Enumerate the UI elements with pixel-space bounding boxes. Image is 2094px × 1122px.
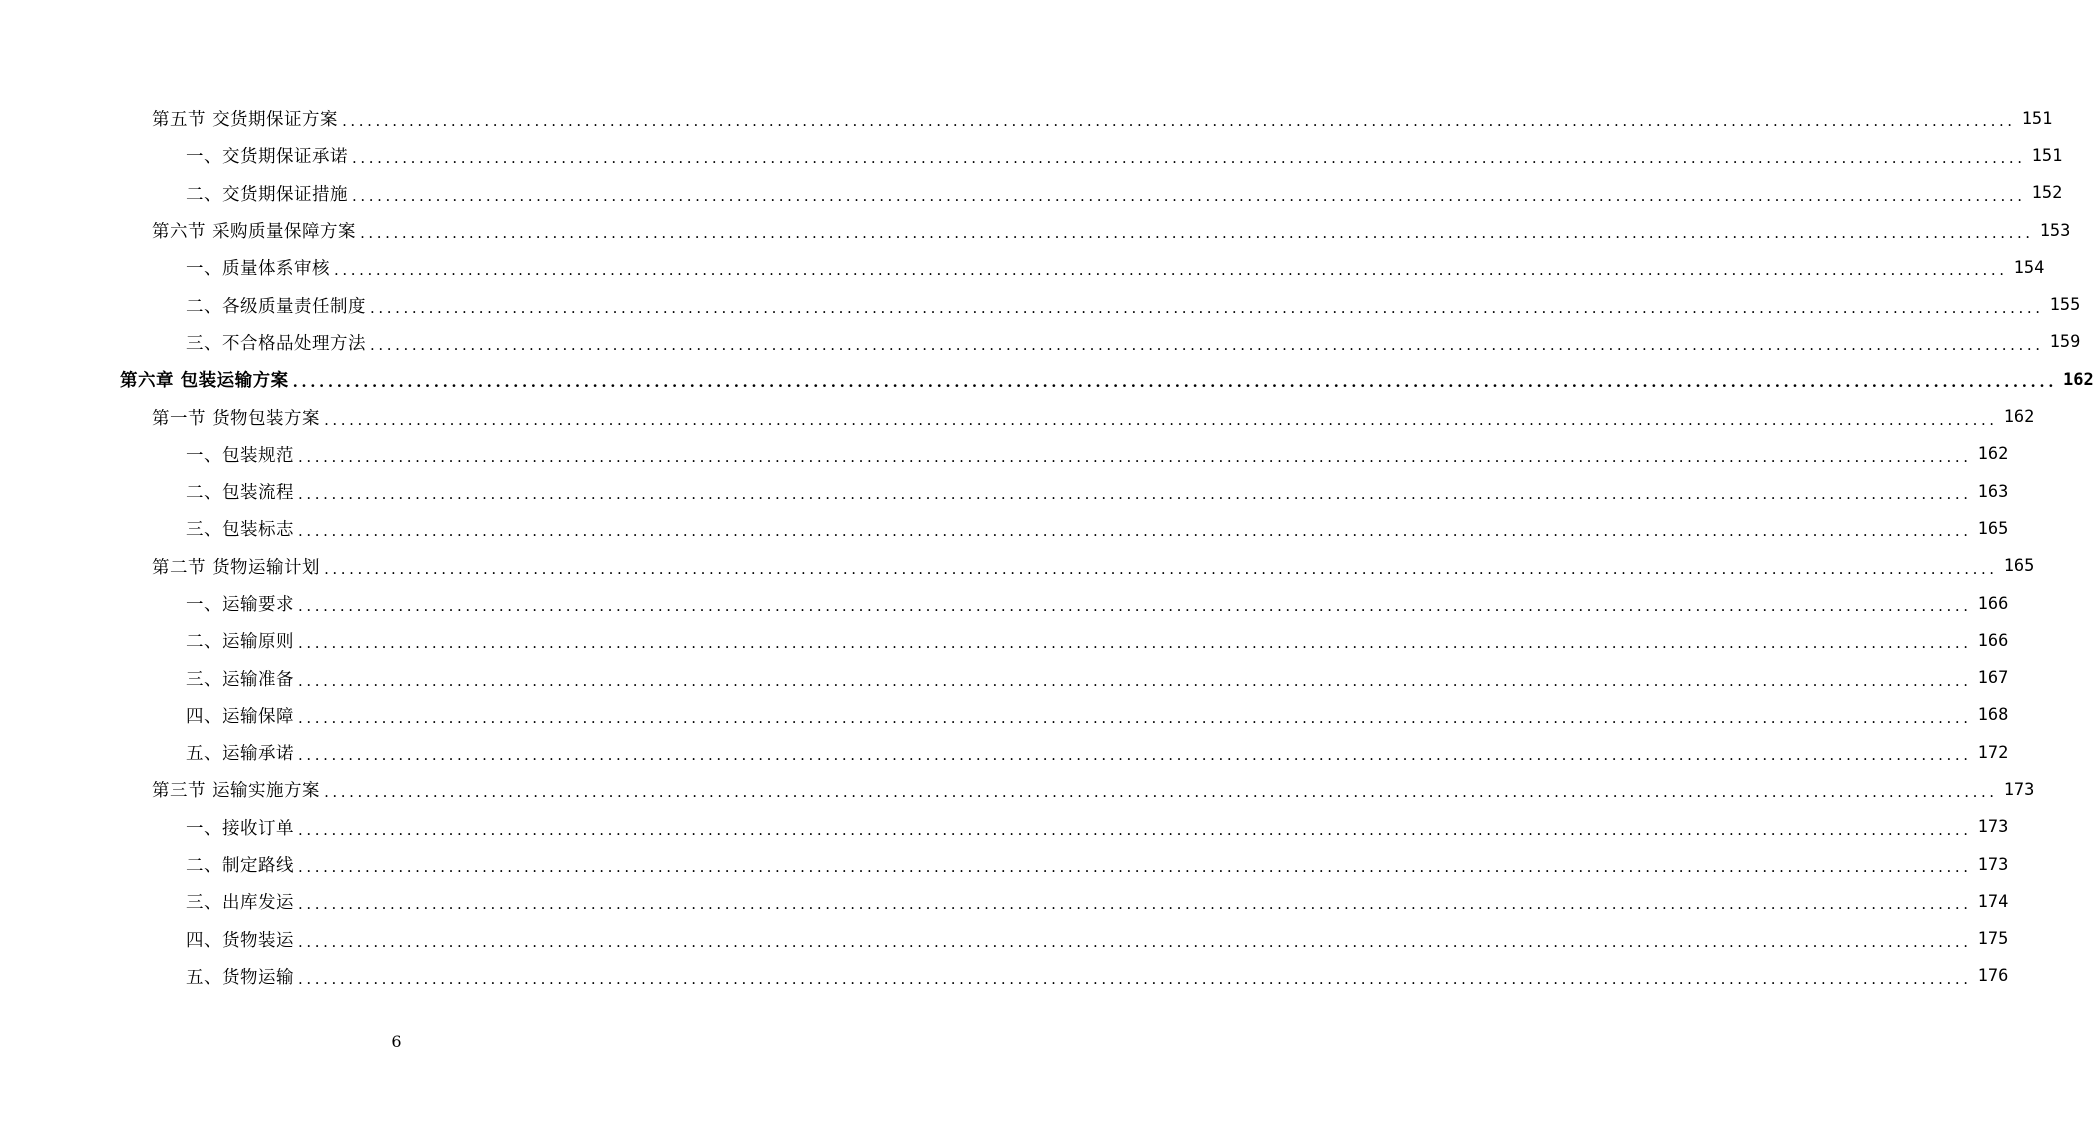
toc-entry-title: 三、不合格品处理方法 [186, 333, 366, 354]
toc-leader-dots: ........................................................................................................................................................................................................ [342, 112, 2016, 131]
toc-entry-page: 173 [1977, 817, 2009, 838]
toc-leader-dots: ........................................................................................................................................................................................................ [298, 932, 1972, 951]
toc-leader-dots: ........................................................................................................................................................................................................ [360, 224, 2034, 243]
toc-subsection-entry[interactable] [0, 697, 2009, 734]
toc-entry-page: 153 [2039, 220, 2071, 241]
toc-entry-title: 第一节 货物包装方案 [152, 408, 321, 429]
toc-leader-dots: ........................................................................................................................................................................................................ [292, 373, 2058, 392]
toc-entry-page: 162 [2003, 407, 2035, 428]
page-number: 6 [391, 1032, 402, 1051]
toc-subsection-entry[interactable] [0, 175, 2063, 212]
toc-section-entry[interactable] [0, 100, 2053, 137]
toc-subsection-entry[interactable] [0, 436, 2009, 473]
toc-subsection-entry[interactable] [0, 585, 2009, 622]
toc-subsection-entry[interactable] [0, 249, 2045, 286]
toc-entry-title: 三、包装标志 [186, 520, 294, 541]
toc-leader-dots: ........................................................................................................................................................................................................ [324, 783, 1998, 802]
toc-entry-title: 第三节 运输实施方案 [152, 781, 321, 802]
toc-entry-title: 三、出库发运 [186, 893, 294, 914]
toc-entry-page: 168 [1977, 705, 2009, 726]
toc-entry-title: 二、包装流程 [186, 483, 294, 504]
toc-subsection-entry[interactable] [0, 809, 2009, 846]
toc-entry-title: 第六节 采购质量保障方案 [152, 222, 357, 243]
toc-leader-dots: ........................................................................................................................................................................................................ [334, 261, 2008, 280]
toc-entry-page: 166 [1977, 630, 2009, 651]
toc-entry-page: 159 [2049, 332, 2081, 353]
toc-subsection-entry[interactable] [0, 510, 2009, 547]
toc-entry-page: 174 [1977, 891, 2009, 912]
toc-entry-page: 162 [2063, 369, 2094, 390]
toc-entry-title: 第二节 货物运输计划 [152, 557, 321, 578]
toc-leader-dots: ........................................................................................................................................................................................................ [298, 969, 1972, 988]
toc-entry-title: 二、交货期保证措施 [186, 184, 348, 205]
toc-entry-page: 154 [2013, 257, 2045, 278]
toc-leader-dots: ........................................................................................................................................................................................................ [298, 708, 1972, 727]
toc-leader-dots: ........................................................................................................................................................................................................ [298, 597, 1972, 615]
toc-entry-title: 二、运输原则 [186, 632, 294, 653]
toc-subsection-entry[interactable] [0, 473, 2009, 510]
toc-entry-page: 165 [2003, 556, 2035, 577]
toc-subsection-entry[interactable] [0, 734, 2009, 771]
toc-entry-page: 166 [1977, 593, 2009, 614]
toc-leader-dots: ........................................................................................................................................................................................................ [298, 522, 1972, 541]
toc-leader-dots: ........................................................................................................................................................................................................ [298, 485, 1972, 504]
toc-entry-title: 四、运输保障 [186, 706, 294, 727]
toc-leader-dots: ........................................................................................................................................................................................................ [324, 559, 1998, 578]
toc-entry-page: 163 [1977, 481, 2009, 502]
toc-entry-title: 一、质量体系审核 [186, 259, 330, 280]
toc-entry-title: 四、货物装运 [186, 930, 294, 951]
toc-entry-page: 162 [1977, 444, 2009, 465]
toc-leader-dots: ........................................................................................................................................................................................................ [298, 820, 1972, 839]
toc-section-entry[interactable] [0, 398, 2035, 435]
toc-entry-title: 第六章 包装运输方案 [120, 371, 289, 392]
toc-entry-page: 151 [2021, 108, 2053, 129]
toc-chapter-entry[interactable] [0, 361, 2094, 398]
toc-entry-title: 第五节 交货期保证方案 [152, 110, 339, 131]
toc-leader-dots: ........................................................................................................................................................................................................ [298, 746, 1972, 765]
toc-subsection-entry[interactable] [0, 137, 2063, 174]
toc-entry-page: 167 [1977, 668, 2009, 689]
toc-entry-page: 175 [1977, 929, 2009, 950]
toc-entry-title: 一、包装规范 [186, 445, 294, 466]
toc-entry-title: 一、交货期保证承诺 [186, 147, 348, 168]
toc-subsection-entry[interactable] [0, 286, 2081, 323]
toc-entry-title: 一、运输要求 [186, 595, 294, 615]
toc-entry-title: 二、制定路线 [186, 856, 294, 877]
toc-leader-dots: ........................................................................................................................................................................................................ [298, 895, 1972, 914]
toc-section-entry[interactable] [0, 548, 2035, 585]
toc-entry-title: 二、各级质量责任制度 [186, 296, 366, 317]
toc-subsection-entry[interactable] [0, 622, 2009, 659]
toc-leader-dots: ........................................................................................................................................................................................................ [298, 634, 1972, 653]
toc-entry-page: 176 [1977, 966, 2009, 987]
toc-section-entry[interactable] [0, 212, 2071, 249]
toc-entry-page: 151 [2031, 145, 2063, 166]
toc-subsection-entry[interactable] [0, 659, 2009, 696]
toc-entry-page: 165 [1977, 518, 2009, 539]
toc-leader-dots: ........................................................................................................................................................................................................ [370, 335, 2044, 354]
toc-entry-title: 三、运输准备 [186, 669, 294, 690]
toc-leader-dots: ........................................................................................................................................................................................................ [298, 447, 1972, 466]
toc-leader-dots: ........................................................................................................................................................................................................ [370, 298, 2044, 317]
toc-entry-page: 173 [2003, 779, 2035, 800]
table-of-contents [0, 100, 2094, 995]
toc-subsection-entry[interactable] [0, 958, 2009, 995]
toc-subsection-entry[interactable] [0, 921, 2009, 958]
toc-subsection-entry[interactable] [0, 324, 2081, 361]
toc-subsection-entry[interactable] [0, 846, 2009, 883]
toc-entry-page: 172 [1977, 742, 2009, 763]
toc-leader-dots: ........................................................................................................................................................................................................ [298, 671, 1972, 690]
toc-entry-page: 155 [2049, 295, 2081, 316]
toc-leader-dots: ........................................................................................................................................................................................................ [324, 410, 1998, 429]
toc-entry-page: 173 [1977, 854, 2009, 875]
toc-leader-dots: ........................................................................................................................................................................................................ [298, 858, 1972, 877]
toc-entry-title: 一、接收订单 [186, 818, 294, 839]
toc-leader-dots: ........................................................................................................................................................................................................ [352, 149, 2026, 168]
toc-section-entry[interactable] [0, 771, 2035, 808]
toc-entry-page: 152 [2031, 183, 2063, 204]
toc-subsection-entry[interactable] [0, 883, 2009, 920]
toc-entry-title: 五、货物运输 [186, 967, 294, 988]
toc-leader-dots: ........................................................................................................................................................................................................ [352, 186, 2026, 205]
toc-entry-title: 五、运输承诺 [186, 744, 294, 765]
